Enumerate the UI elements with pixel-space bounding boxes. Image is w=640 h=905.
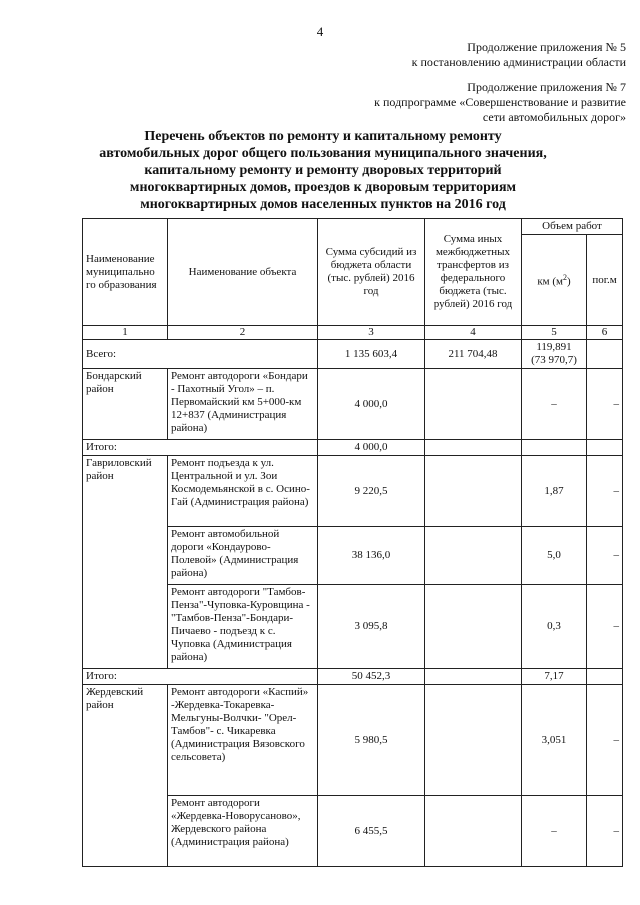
bondarsky-itogo-row — [83, 440, 623, 456]
bondarsky-pog: – — [587, 369, 623, 440]
gavrilovsky-itogo-label: Итого: — [83, 669, 318, 685]
bondarsky-itogo-label: Итого: — [83, 440, 318, 456]
gavrilovsky-subsidy-2: 38 136,0 — [318, 527, 425, 585]
page-number: 4 — [316, 24, 324, 39]
bondarsky-federal — [425, 369, 522, 440]
header-km-sup: 2 — [563, 273, 567, 283]
col-number-1: 1 — [83, 326, 168, 340]
header-row-top — [83, 219, 623, 235]
zherdevsky-km-1: 3,051 — [522, 685, 587, 796]
column-numbers-row — [83, 326, 623, 340]
total-km-line1: 119,891 — [536, 341, 572, 353]
zherdevsky-object-2: Ремонт автодороги «Жердевка-Новорусаново», Жердевского района (Администрация района) — [168, 796, 318, 867]
bondarsky-km: – — [522, 369, 587, 440]
header-km-close: ) — [567, 275, 571, 288]
zherdevsky-district: Жердевский район — [83, 685, 168, 867]
gavrilovsky-pog-3: – — [587, 585, 623, 669]
gavrilovsky-object-2: Ремонт автомобильной дороги «Кондаурово-Полевой» (Администрация района) — [168, 527, 318, 585]
total-pog — [587, 340, 623, 369]
gavrilovsky-pog-2: – — [587, 527, 623, 585]
gavrilovsky-itogo-subsidy: 50 452,3 — [318, 669, 425, 685]
header-federal: Сумма иных межбюджетных трансфертов из федерального бюджета (тыс. рублей) 2016 год — [425, 219, 522, 326]
zherdevsky-subsidy-1: 5 980,5 — [318, 685, 425, 796]
total-subsidy: 1 135 603,4 — [318, 340, 425, 369]
header-object: Наименование объекта — [168, 219, 318, 326]
gavrilovsky-object-1: Ремонт подъезда к ул. Центральной и ул. Зои Космодемьянской в с. Осино-Гай (Администрация района) — [168, 456, 318, 527]
header-work-volume: Объем работ — [522, 219, 623, 235]
col-number-5: 5 — [522, 326, 587, 340]
appendix-7-caption — [374, 80, 626, 125]
appendix-7-line3: сети автомобильных дорог» — [482, 110, 626, 124]
appendix-7-line2: к подпрограмме «Совершенствование и развитие — [374, 95, 626, 109]
bondarsky-row — [83, 369, 623, 440]
gavrilovsky-pog-1: – — [587, 456, 623, 527]
gavrilovsky-row-1 — [83, 456, 623, 527]
gavrilovsky-subsidy-1: 9 220,5 — [318, 456, 425, 527]
appendix-5-line2: к постановлению администрации области — [411, 55, 626, 69]
col-number-6: 6 — [587, 326, 623, 340]
total-km — [522, 340, 587, 369]
total-federal: 211 704,48 — [425, 340, 522, 369]
col-number-4: 4 — [425, 326, 522, 340]
gavrilovsky-km-1: 1,87 — [522, 456, 587, 527]
document-title: Перечень объектов по ремонту и капитальному ремонту автомобильных дорог общего пользования муниципального значения, капитальному ремонту и ремонту дворовых территорий многоквартирных домов, проездов к дворовым территориям многоквартирных домов населенных пунктов на 2016 год — [99, 129, 547, 212]
header-subsidy: Сумма субсидий из бюджета области (тыс. рублей) 2016 год — [318, 219, 425, 326]
total-km-line2: (73 970,7) — [531, 354, 577, 366]
gavrilovsky-object-3: Ремонт автодороги "Тамбов-Пенза"-Чуповка-Куровщина - "Тамбов-Пенза"-Бондари-Пичаево - подъезд к с. Чуповка (Администрация района) — [168, 585, 318, 669]
bondarsky-itogo-subsidy: 4 000,0 — [318, 440, 425, 456]
zherdevsky-km-2: – — [522, 796, 587, 867]
zherdevsky-row-1 — [83, 685, 623, 796]
gavrilovsky-itogo-row — [83, 669, 623, 685]
appendix-7-line1: Продолжение приложения № 7 — [467, 80, 626, 94]
gavrilovsky-km-2: 5,0 — [522, 527, 587, 585]
objects-table — [82, 218, 623, 867]
zherdevsky-subsidy-2: 6 455,5 — [318, 796, 425, 867]
bondarsky-subsidy: 4 000,0 — [318, 369, 425, 440]
total-row — [83, 340, 623, 369]
appendix-5-caption — [412, 40, 626, 70]
bondarsky-object: Ремонт автодороги «Бондари - Пахотный Угол» – п. Первомайский км 5+000-км 12+837 (Администрация района) — [168, 369, 318, 440]
gavrilovsky-itogo-km: 7,17 — [522, 669, 587, 685]
gavrilovsky-km-3: 0,3 — [522, 585, 587, 669]
header-municipality: Наименование муниципально го образования — [83, 219, 168, 326]
header-pog: пог.м — [587, 235, 623, 326]
zherdevsky-pog-1: – — [587, 685, 623, 796]
zherdevsky-object-1: Ремонт автодороги «Каспий» -Жердевка-Токаревка-Мельгуны-Волчки- "Орел-Тамбов"- с. Чикаревка (Администрация Вязовского сельсовета) — [168, 685, 318, 796]
header-km-text: км (м — [537, 275, 563, 288]
appendix-5-line1: Продолжение приложения № 5 — [467, 40, 626, 54]
bondarsky-district: Бондарский район — [83, 369, 168, 440]
total-label: Всего: — [83, 340, 318, 369]
zherdevsky-pog-2: – — [587, 796, 623, 867]
header-km — [522, 235, 587, 326]
gavrilovsky-district: Гавриловский район — [83, 456, 168, 669]
col-number-2: 2 — [168, 326, 318, 340]
gavrilovsky-subsidy-3: 3 095,8 — [318, 585, 425, 669]
col-number-3: 3 — [318, 326, 425, 340]
